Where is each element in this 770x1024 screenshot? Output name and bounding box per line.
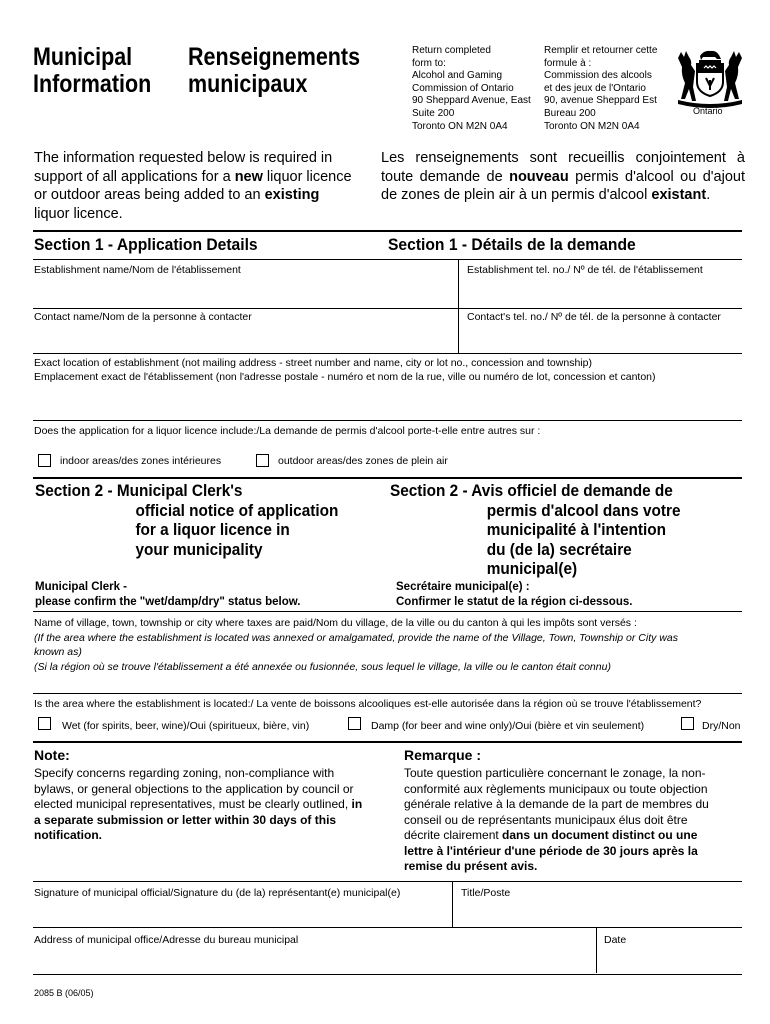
note-top-rule [33, 741, 742, 743]
title-fr-line2: municipaux [188, 70, 308, 98]
establishment-name-label: Establishment name/Nom de l'établissement [34, 264, 241, 276]
establishment-name-field[interactable] [34, 278, 454, 306]
indoor-areas-label: indoor areas/des zones intérieures [60, 455, 222, 467]
contact-tel-label: Contact's tel. no./ Nº de tél. de la personne à contacter [467, 311, 721, 323]
title-fr-line1: Renseignements [188, 43, 361, 71]
divider [596, 927, 597, 973]
dry-status-checkbox[interactable] [681, 717, 694, 730]
location-field[interactable] [34, 386, 740, 418]
divider [458, 259, 459, 309]
contact-name-label: Contact name/Nom de la personne à contacter [34, 311, 252, 323]
form-number: 2085 B (06/05) [34, 988, 94, 998]
date-field[interactable] [602, 948, 740, 972]
note-title-en: Note: [34, 747, 70, 763]
intro-en: The information requested below is required in support of all applications for a new liquor licence or outdoor areas being added to an existing liquor licence. [34, 150, 352, 222]
section2-title-en: Section 2 - Municipal Clerk's official notice of application for a liquor licence in your municipality [35, 482, 339, 559]
indoor-areas-checkbox[interactable] [38, 454, 51, 467]
includes-question: Does the application for a liquor licence include:/La demande de permis d'alcool porte-t-elle entre autres sur : [34, 425, 541, 437]
section1-title-fr: Section 1 - Détails de la demande [388, 235, 636, 254]
section2-title-fr: Section 2 - Avis officiel de demande de permis d'alcool dans votre municipalité à l'intention du (de la) secrétaire municipal(e) [390, 482, 681, 578]
divider [452, 881, 453, 927]
divider [458, 308, 459, 354]
divider [33, 927, 742, 928]
municipality-name-field[interactable] [34, 675, 740, 691]
address-field[interactable] [34, 948, 592, 972]
contact-tel-field[interactable] [462, 326, 740, 352]
divider [33, 308, 742, 309]
section1-top-rule [33, 230, 742, 232]
damp-status-label: Damp (for beer and wine only)/Oui (bière et vin seulement) [371, 720, 645, 732]
divider [33, 881, 742, 882]
clerk-instruction-en: Municipal Clerk - please confirm the "wet/damp/dry" status below. [35, 581, 301, 608]
wet-status-checkbox[interactable] [38, 717, 51, 730]
signature-field[interactable] [34, 901, 448, 925]
address-label: Address of municipal office/Adresse du bureau municipal [34, 934, 299, 946]
title-en-line2: Information [33, 70, 152, 98]
title-label: Title/Poste [461, 887, 511, 899]
establishment-tel-field[interactable] [462, 278, 740, 306]
date-label: Date [604, 934, 627, 946]
clerk-instruction-fr: Secrétaire municipal(e) : Confirmer le statut de la région ci-dessous. [396, 581, 633, 608]
title-field[interactable] [458, 901, 740, 925]
return-address-en: Return completed form to: Alcohol and Gaming Commission of Ontario 90 Sheppard Avenue, East Suite 200 Toronto ON M2N 0A4 [412, 45, 531, 132]
divider [33, 974, 742, 975]
dry-status-label: Dry/Non [702, 720, 741, 732]
divider [33, 353, 742, 354]
location-label: Exact location of establishment (not mailing address - street number and name, city or lot no., concession and township) Emplacement exact de l'établissement (non l'adresse postale - numéro et nom de la rue, ville ou numéro de lot, concession et canton) [34, 357, 656, 383]
damp-status-checkbox[interactable] [348, 717, 361, 730]
municipality-name-question: Name of village, town, township or city where taxes are paid/Nom du village, de la ville ou du canton à qui les impôts sont versés : (If the area where the establishment is located was annexed or amalgamated, provide the name of the Village, Town, Township or City was known as) (Si la région où se trouve l'établissement a été annexée ou fusionnée, sous lequel le village, la ville ou le canton était connu) [34, 617, 678, 673]
title-en-line1: Municipal [33, 43, 133, 71]
contact-name-field[interactable] [34, 326, 454, 352]
ontario-coat-of-arms-icon [672, 44, 748, 118]
section1-header-rule [33, 259, 742, 260]
note-title-fr: Remarque : [404, 747, 482, 763]
divider [33, 420, 742, 421]
divider [33, 611, 742, 612]
outdoor-areas-checkbox[interactable] [256, 454, 269, 467]
return-address-fr: Remplir et retourner cette formule à : Commission des alcools et des jeux de l'Ontario 90, avenue Sheppard Est Bureau 200 Toronto ON M2N 0A4 [544, 45, 658, 132]
wet-status-label: Wet (for spirits, beer, wine)/Oui (spiritueux, bière, vin) [62, 720, 310, 732]
title-en [33, 44, 151, 98]
section1-title-en: Section 1 - Application Details [34, 235, 258, 254]
sale-status-question: Is the area where the establishment is located:/ La vente de boissons alcooliques est-elle autorisée dans la région où se trouve l'établissement? [34, 698, 702, 710]
note-text-en: Specify concerns regarding zoning, non-compliance with bylaws, or general objections to the application by council or elected municipal representatives, must be clearly outlined, in a separate submission or letter within 30 days of this notification. [34, 766, 363, 842]
note-text-fr: Toute question particulière concernant le zonage, la non-conformité aux règlements municipaux ou toute objection générale relative à la demande de la part de membres du conseil ou de représentants municipaux élus doit être décrite clairement dans un document distinct ou une lettre à l'intérieur d'une période de 30 jours après la remise du présent avis. [404, 766, 709, 873]
title-fr [188, 44, 360, 98]
signature-label: Signature of municipal official/Signature du (de la) représentant(e) municipal(e) [34, 887, 401, 899]
section2-top-rule [33, 477, 742, 479]
intro-fr: Les renseignements sont recueillis conjointement à toute demande de nouveau permis d'alcool ou d'ajout de zones de plein air à un permis d'alcool existant. [381, 150, 745, 203]
establishment-tel-label: Establishment tel. no./ Nº de tél. de l'établissement [467, 264, 703, 276]
outdoor-areas-label: outdoor areas/des zones de plein air [278, 455, 448, 467]
ontario-logo-text: Ontario [693, 106, 723, 116]
divider [33, 693, 742, 694]
